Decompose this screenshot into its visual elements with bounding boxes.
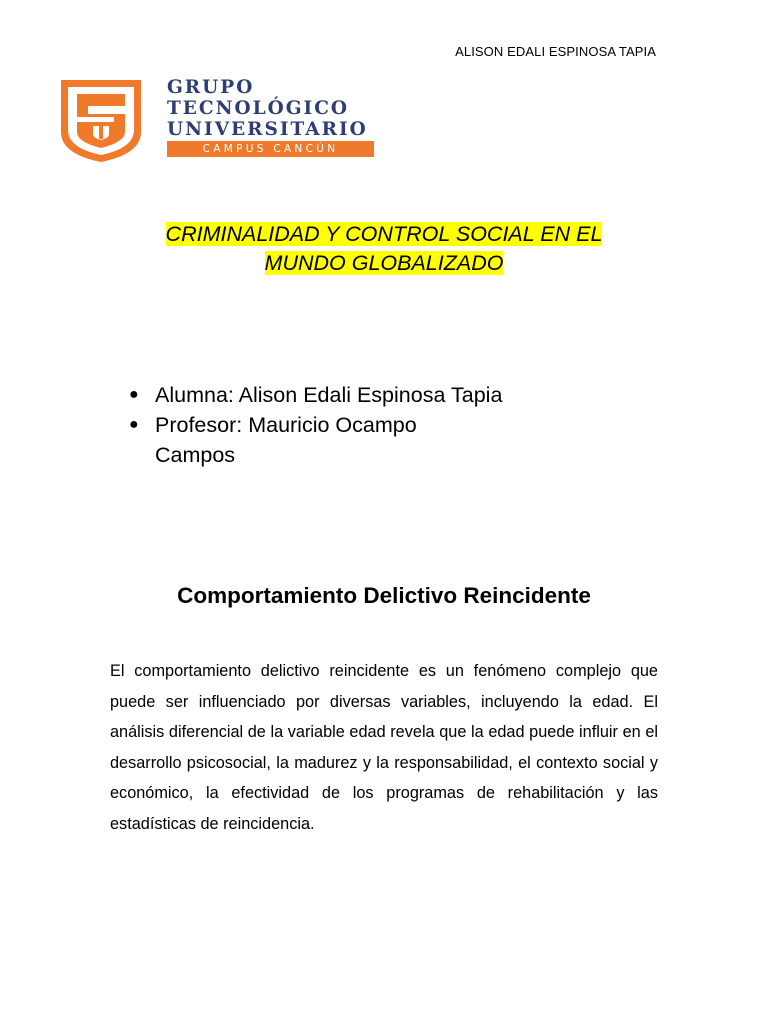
student-line: Alumna: Alison Edali Espinosa Tapia: [155, 383, 503, 407]
title-line-2: MUNDO GLOBALIZADO: [264, 251, 504, 275]
institution-logo: [57, 76, 387, 166]
people-list: [128, 380, 575, 470]
title-line-1: CRIMINALIDAD Y CONTROL SOCIAL EN EL: [165, 222, 603, 246]
header-author-name: ALISON EDALI ESPINOSA TAPIA: [455, 44, 656, 59]
logo-text-line-2: TECNOLÓGICO: [167, 98, 350, 119]
bullet-icon: ●: [129, 416, 139, 433]
body-paragraph: El comportamiento delictivo reincidente es un fenómeno complejo que puede ser influenciado por diversas variables, incluyendo la edad. El análisis diferencial de la variable edad revela que la edad puede influir en el desarrollo psicosocial, la madurez y la responsabilidad, el contexto social y económico, la efectividad de los programas de rehabilitación y las estadísticas de reincidencia.: [110, 662, 658, 833]
document-title: [0, 220, 768, 278]
logo-shield-icon: [57, 76, 145, 164]
logo-text-line-3: UNIVERSITARIO: [167, 119, 368, 140]
logo-campus-bar: CAMPUS CANCÚN: [167, 141, 374, 157]
list-item: [128, 380, 575, 410]
list-item: [128, 410, 475, 470]
bullet-icon: ●: [129, 386, 139, 403]
section-heading: Comportamiento Delictivo Reincidente: [177, 583, 591, 608]
logo-text-line-1: GRUPO: [167, 77, 255, 98]
professor-line: Profesor: Mauricio Ocampo Campos: [155, 413, 417, 467]
